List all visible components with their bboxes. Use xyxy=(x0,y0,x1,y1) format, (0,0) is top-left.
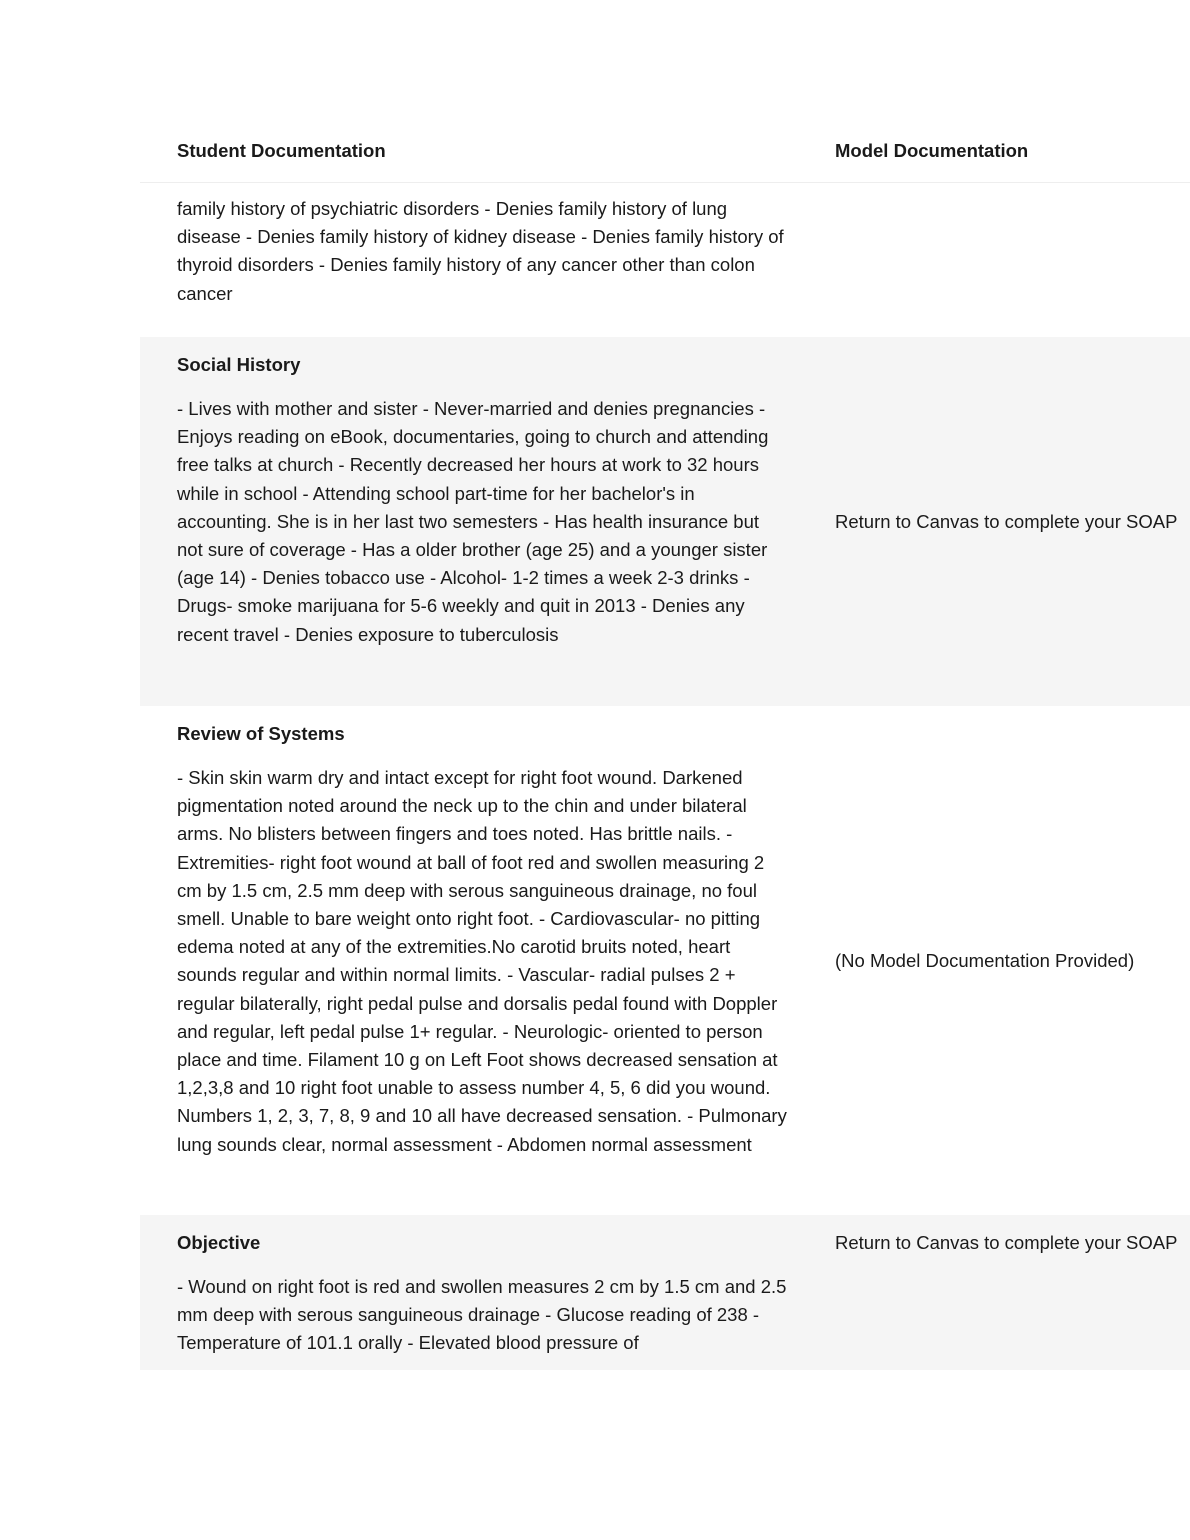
student-cell xyxy=(140,706,798,1215)
student-cell xyxy=(140,1215,798,1370)
student-cell xyxy=(140,183,798,337)
objective-model-text: Return to Canvas to complete your SOAP xyxy=(835,1232,1178,1253)
review-of-systems-model-text: (No Model Documentation Provided) xyxy=(835,949,1135,971)
model-cell xyxy=(798,706,1190,1215)
table-row-objective xyxy=(140,1215,1190,1370)
review-of-systems-text: - Skin skin warm dry and intact except for right foot wound. Darkened pigmentation noted around the neck up to the chin and under bilateral arms. No blisters between fingers and toes noted. Has brittle nails. - Extremities- right foot wound at ball of foot red and swollen measuring 2 cm by 1.5 cm, 2.5 mm deep with serous sanguineous drainage, no foul smell. Unable to bare weight onto right foot. - Cardiovascular- no pitting edema noted at any of the extremities.No carotid bruits noted, heart sounds regular and within normal limits. - Vascular- radial pulses 2 + regular bilaterally, right pedal pulse and dorsalis pedal found with Doppler and regular, left pedal pulse 1+ regular. - Neurologic- oriented to person place and time. Filament 10 g on Left Foot shows decreased sensation at 1,2,3,8 and 10 right foot unable to assess number 4, 5, 6 did you wound. Numbers 1, 2, 3, 7, 8, 9 and 10 all have decreased sensation. - Pulmonary lung sounds clear, normal assessment - Abdomen normal assessment xyxy=(177,767,787,1155)
social-history-model-text: Return to Canvas to complete your SOAP xyxy=(835,510,1178,532)
table-header-row xyxy=(140,120,1190,183)
model-cell xyxy=(798,183,1190,337)
student-cell xyxy=(140,337,798,706)
objective-title: Objective xyxy=(177,1232,261,1253)
social-history-title: Social History xyxy=(177,354,301,375)
model-cell xyxy=(798,1215,1190,1370)
objective-text: - Wound on right foot is red and swollen measures 2 cm by 1.5 cm and 2.5 mm deep with serous sanguineous drainage - Glucose reading of 238 - Temperature of 101.1 orally - Elevated blood pressure of xyxy=(177,1276,787,1354)
model-documentation-header: Model Documentation xyxy=(835,140,1029,161)
table-row-review-of-systems xyxy=(140,706,1190,1215)
model-cell xyxy=(798,337,1190,706)
table-row-social-history xyxy=(140,337,1190,706)
table-row-family-history xyxy=(140,183,1190,337)
review-of-systems-title: Review of Systems xyxy=(177,723,345,744)
student-documentation-header: Student Documentation xyxy=(177,140,386,161)
social-history-text: - Lives with mother and sister - Never-married and denies pregnancies - Enjoys reading on eBook, documentaries, going to church and attending free talks at church - Recently decreased her hours at work to 32 hours while in school - Attending school part-time for her bachelor's in accounting. She is in her last two semesters - Has health insurance but not sure of coverage - Has a older brother (age 25) and a younger sister (age 14) - Denies tobacco use - Alcohol- 1-2 times a week 2-3 drinks - Drugs- smoke marijuana for 5-6 weekly and quit in 2013 - Denies any recent travel - Denies exposure to tuberculosis xyxy=(177,398,769,645)
family-history-text: family history of psychiatric disorders - Denies family history of lung disease - Denies family history of kidney disease - Denies family history of thyroid disorders - Denies family history of any cancer other than colon cancer xyxy=(177,198,784,304)
documentation-table xyxy=(140,120,1190,1370)
